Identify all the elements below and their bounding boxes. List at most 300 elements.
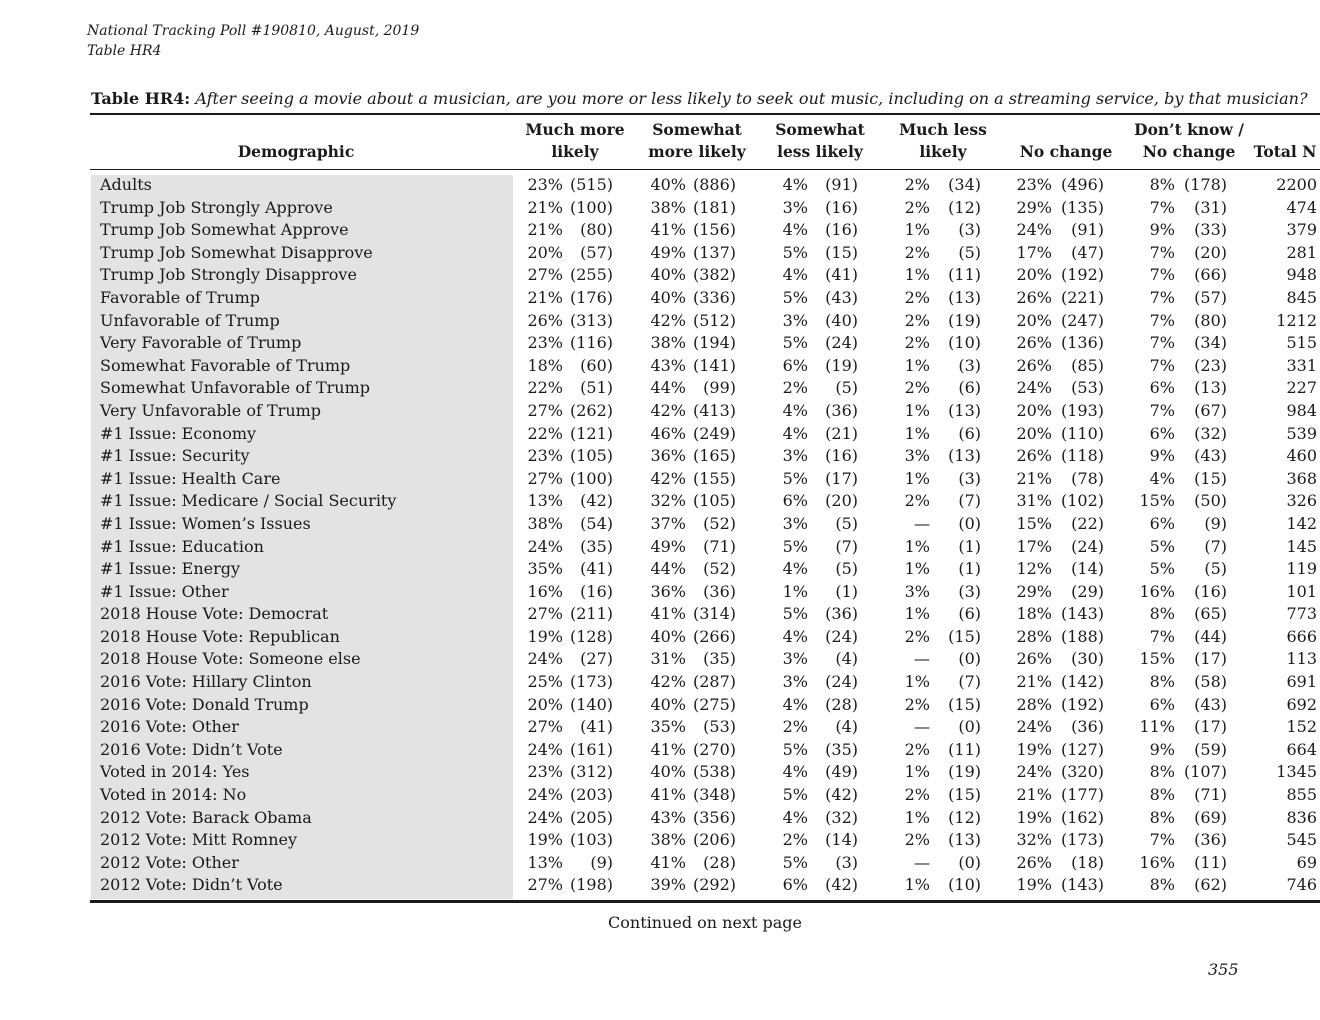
cell-total-n: 515 <box>1286 333 1317 353</box>
cell-percent: 1% <box>782 581 808 601</box>
table-row <box>90 332 1320 355</box>
cell-percent: 24% <box>1016 378 1052 398</box>
cell-percent: 31% <box>650 649 686 669</box>
cell-percent: 23% <box>1016 175 1052 194</box>
cell-percent: 18% <box>1016 604 1052 624</box>
row-label: Adults <box>100 175 152 194</box>
cell-count: (13) <box>948 400 981 420</box>
cell-count: (11) <box>1194 852 1227 872</box>
row-label: 2018 House Vote: Democrat <box>100 604 329 624</box>
cell-percent: 49% <box>650 536 686 556</box>
table-row <box>90 558 1320 581</box>
cell-percent: 1% <box>904 468 930 488</box>
cell-percent: 32% <box>1016 830 1052 850</box>
cell-percent: 24% <box>527 739 563 759</box>
table-row <box>90 174 1320 197</box>
cell-percent: 15% <box>1016 513 1052 533</box>
cell-percent: 20% <box>1016 310 1052 330</box>
row-label: Very Unfavorable of Trump <box>100 400 322 420</box>
cell-count: (16) <box>1194 581 1227 601</box>
cell-count: (78) <box>1071 468 1104 488</box>
cell-percent: 26% <box>1016 333 1052 353</box>
cell-total-n: 368 <box>1286 468 1317 488</box>
cell-count: (16) <box>825 197 858 217</box>
table-row <box>90 829 1320 852</box>
cell-percent: 6% <box>782 491 808 511</box>
cell-percent: 4% <box>782 694 808 714</box>
cell-count: (35) <box>580 536 613 556</box>
cell-count: (116) <box>569 333 613 353</box>
cell-percent: 3% <box>782 672 808 692</box>
cell-count: (42) <box>580 491 613 511</box>
table-body <box>90 174 1320 897</box>
cell-count: (336) <box>692 287 736 307</box>
cell-count: (9) <box>1204 513 1227 533</box>
cell-percent: 29% <box>1016 581 1052 601</box>
cell-count: (176) <box>569 287 613 307</box>
cell-count: (193) <box>1060 400 1104 420</box>
cell-count: (35) <box>703 649 736 669</box>
cell-percent: 20% <box>1016 400 1052 420</box>
cell-percent: 2% <box>904 242 930 262</box>
cell-count: (17) <box>825 468 858 488</box>
cell-total-n: 152 <box>1286 717 1317 737</box>
cell-count: (292) <box>692 875 736 895</box>
cell-count: (0) <box>958 717 981 737</box>
cell-percent: 24% <box>1016 717 1052 737</box>
cell-percent: 7% <box>1149 310 1175 330</box>
cell-count: (118) <box>1060 446 1104 466</box>
cell-percent: 2% <box>904 491 930 511</box>
cell-count: (221) <box>1060 287 1104 307</box>
cell-count: (137) <box>692 242 736 262</box>
cell-percent: 26% <box>527 310 563 330</box>
cell-percent: 27% <box>527 604 563 624</box>
cell-count: (496) <box>1060 175 1104 194</box>
cell-percent: 2% <box>904 739 930 759</box>
cell-percent: 5% <box>782 536 808 556</box>
cell-percent: 2% <box>904 287 930 307</box>
cell-count: (30) <box>1071 649 1104 669</box>
cell-percent: 19% <box>1016 875 1052 895</box>
cell-count: (100) <box>569 197 613 217</box>
col-header-no-change: No change <box>1019 142 1113 161</box>
cell-percent: 7% <box>1149 355 1175 375</box>
cell-count: (13) <box>948 830 981 850</box>
cell-percent: 2% <box>904 310 930 330</box>
cell-percent: 6% <box>1149 423 1175 443</box>
table-row <box>90 716 1320 739</box>
cell-count: (177) <box>1060 785 1104 805</box>
table-row <box>90 784 1320 807</box>
cell-count: (194) <box>692 333 736 353</box>
cell-percent: 6% <box>1149 513 1175 533</box>
cell-percent: 26% <box>1016 446 1052 466</box>
cell-percent: 1% <box>904 400 930 420</box>
cell-count: (192) <box>1060 694 1104 714</box>
row-label: Trump Job Somewhat Disapprove <box>100 242 373 262</box>
table-row <box>90 423 1320 446</box>
cell-percent: — <box>914 717 930 737</box>
cell-count: (44) <box>1194 626 1227 646</box>
row-label: Voted in 2014: No <box>100 785 247 805</box>
cell-percent: 4% <box>782 762 808 782</box>
cell-count: (51) <box>580 378 613 398</box>
cell-total-n: 2200 <box>1276 175 1317 194</box>
cell-percent: 1% <box>904 536 930 556</box>
cell-count: (10) <box>948 875 981 895</box>
cell-percent: 1% <box>904 807 930 827</box>
cell-percent: 36% <box>650 446 686 466</box>
cell-percent: 2% <box>782 830 808 850</box>
cell-count: (13) <box>948 446 981 466</box>
cell-count: (32) <box>1194 423 1227 443</box>
cell-percent: 1% <box>904 559 930 579</box>
cell-percent: 8% <box>1149 604 1175 624</box>
cell-percent: 21% <box>527 197 563 217</box>
col-header-somewhat-more-likely <box>637 119 757 163</box>
cell-count: (247) <box>1060 310 1104 330</box>
cell-percent: 27% <box>527 875 563 895</box>
cell-percent: 8% <box>1149 785 1175 805</box>
cell-count: (203) <box>569 785 613 805</box>
cell-percent: 7% <box>1149 400 1175 420</box>
cell-percent: 3% <box>904 446 930 466</box>
cell-count: (24) <box>825 626 858 646</box>
cell-count: (71) <box>1194 785 1227 805</box>
cell-percent: 6% <box>782 875 808 895</box>
cell-percent: 18% <box>527 355 563 375</box>
cell-count: (313) <box>569 310 613 330</box>
cell-count: (42) <box>825 785 858 805</box>
cell-count: (3) <box>958 355 981 375</box>
table-row <box>90 694 1320 717</box>
cell-count: (181) <box>692 197 736 217</box>
cell-percent: 8% <box>1149 672 1175 692</box>
cell-total-n: 101 <box>1286 581 1317 601</box>
cell-count: (22) <box>1071 513 1104 533</box>
cell-count: (7) <box>1204 536 1227 556</box>
cell-percent: 40% <box>650 694 686 714</box>
cell-count: (0) <box>958 852 981 872</box>
cell-count: (16) <box>825 220 858 240</box>
cell-count: (886) <box>692 175 736 194</box>
cell-percent: 40% <box>650 287 686 307</box>
cell-total-n: 746 <box>1286 875 1317 895</box>
table-row <box>90 219 1320 242</box>
cell-count: (140) <box>569 694 613 714</box>
cell-count: (255) <box>569 265 613 285</box>
cell-percent: 7% <box>1149 265 1175 285</box>
cell-percent: 40% <box>650 626 686 646</box>
cell-count: (15) <box>948 626 981 646</box>
cell-percent: 4% <box>782 807 808 827</box>
table-row <box>90 264 1320 287</box>
cell-count: (5) <box>835 559 858 579</box>
cell-percent: 4% <box>782 175 808 194</box>
cell-percent: 1% <box>904 265 930 285</box>
page-number: 355 <box>1208 960 1239 979</box>
cell-count: (49) <box>825 762 858 782</box>
cell-count: (17) <box>1194 649 1227 669</box>
cell-percent: 3% <box>782 513 808 533</box>
cell-percent: 36% <box>650 581 686 601</box>
cell-count: (162) <box>1060 807 1104 827</box>
header-rule <box>90 169 1320 170</box>
cell-percent: 26% <box>1016 649 1052 669</box>
cell-percent: 49% <box>650 242 686 262</box>
cell-percent: 1% <box>904 604 930 624</box>
cell-percent: 9% <box>1149 739 1175 759</box>
cell-total-n: 1212 <box>1276 310 1317 330</box>
cell-total-n: 69 <box>1296 852 1317 872</box>
table-top-rule <box>90 113 1320 115</box>
cell-percent: 16% <box>1139 581 1175 601</box>
cell-percent: 15% <box>1139 649 1175 669</box>
cell-count: (12) <box>948 807 981 827</box>
cell-percent: 43% <box>650 355 686 375</box>
table-title-label: Table HR4: <box>91 89 191 108</box>
cell-percent: 23% <box>527 333 563 353</box>
cell-count: (121) <box>569 423 613 443</box>
cell-percent: 35% <box>650 717 686 737</box>
cell-count: (5) <box>958 242 981 262</box>
cell-count: (11) <box>948 265 981 285</box>
cell-percent: 23% <box>527 762 563 782</box>
col-header-somewhat-less-likely <box>760 119 880 163</box>
cell-count: (314) <box>692 604 736 624</box>
cell-count: (4) <box>835 717 858 737</box>
cell-count: (102) <box>1060 491 1104 511</box>
cell-percent: 2% <box>904 785 930 805</box>
cell-percent: 4% <box>1149 468 1175 488</box>
cell-percent: 13% <box>527 852 563 872</box>
cell-percent: 7% <box>1149 242 1175 262</box>
cell-percent: 38% <box>527 513 563 533</box>
cell-count: (12) <box>948 197 981 217</box>
table-row <box>90 874 1320 897</box>
row-label: Favorable of Trump <box>100 287 261 307</box>
cell-percent: 19% <box>1016 807 1052 827</box>
cell-total-n: 691 <box>1286 672 1317 692</box>
cell-count: (5) <box>835 513 858 533</box>
cell-count: (52) <box>703 559 736 579</box>
cell-percent: 46% <box>650 423 686 443</box>
cell-percent: 1% <box>904 220 930 240</box>
cell-percent: 5% <box>782 604 808 624</box>
cell-percent: 5% <box>1149 536 1175 556</box>
cell-total-n: 664 <box>1286 739 1317 759</box>
cell-count: (36) <box>825 604 858 624</box>
cell-count: (356) <box>692 807 736 827</box>
cell-count: (59) <box>1194 739 1227 759</box>
cell-count: (16) <box>825 446 858 466</box>
cell-count: (348) <box>692 785 736 805</box>
row-label: #1 Issue: Energy <box>100 559 241 579</box>
cell-percent: 2% <box>904 830 930 850</box>
cell-count: (1) <box>835 581 858 601</box>
table-row <box>90 852 1320 875</box>
cell-count: (270) <box>692 739 736 759</box>
col-header-line: Much more <box>525 120 625 139</box>
col-header-line: Somewhat <box>652 120 742 139</box>
cell-total-n: 845 <box>1286 287 1317 307</box>
cell-count: (17) <box>1194 717 1227 737</box>
cell-total-n: 948 <box>1286 265 1317 285</box>
cell-percent: 21% <box>527 220 563 240</box>
cell-count: (19) <box>948 762 981 782</box>
cell-percent: 19% <box>1016 739 1052 759</box>
cell-count: (192) <box>1060 265 1104 285</box>
cell-count: (9) <box>590 852 613 872</box>
row-label: 2016 Vote: Other <box>100 717 239 737</box>
cell-total-n: 281 <box>1286 242 1317 262</box>
cell-total-n: 460 <box>1286 446 1317 466</box>
cell-count: (103) <box>569 830 613 850</box>
cell-percent: 1% <box>904 672 930 692</box>
cell-count: (41) <box>580 559 613 579</box>
cell-percent: 2% <box>904 197 930 217</box>
table-title <box>91 88 1308 110</box>
cell-count: (0) <box>958 649 981 669</box>
cell-count: (31) <box>1194 197 1227 217</box>
table-row <box>90 671 1320 694</box>
col-header-much-more-likely <box>515 119 635 163</box>
table-row <box>90 536 1320 559</box>
cell-count: (16) <box>580 581 613 601</box>
cell-count: (23) <box>1194 355 1227 375</box>
col-header-line: No change <box>1142 142 1236 161</box>
cell-count: (11) <box>948 739 981 759</box>
cell-percent: 3% <box>782 649 808 669</box>
cell-percent: 4% <box>782 400 808 420</box>
cell-count: (515) <box>569 175 613 194</box>
cell-percent: 7% <box>1149 830 1175 850</box>
cell-count: (58) <box>1194 672 1227 692</box>
cell-count: (41) <box>580 717 613 737</box>
cell-count: (28) <box>703 852 736 872</box>
table-row <box>90 468 1320 491</box>
row-label: Trump Job Strongly Disapprove <box>100 265 357 285</box>
cell-percent: 8% <box>1149 875 1175 895</box>
cell-percent: 25% <box>527 672 563 692</box>
row-label: #1 Issue: Health Care <box>100 468 281 488</box>
cell-count: (91) <box>1071 220 1104 240</box>
cell-percent: 21% <box>1016 468 1052 488</box>
cell-percent: 5% <box>782 852 808 872</box>
cell-count: (28) <box>825 694 858 714</box>
cell-total-n: 326 <box>1286 491 1317 511</box>
cell-percent: 20% <box>527 694 563 714</box>
cell-percent: — <box>914 649 930 669</box>
table-id-header: Table HR4 <box>87 43 162 59</box>
cell-percent: 21% <box>1016 672 1052 692</box>
row-label: 2016 Vote: Hillary Clinton <box>100 672 312 692</box>
row-label: Voted in 2014: Yes <box>100 762 250 782</box>
cell-count: (6) <box>958 423 981 443</box>
cell-count: (155) <box>692 468 736 488</box>
cell-count: (320) <box>1060 762 1104 782</box>
cell-count: (91) <box>825 175 858 194</box>
cell-count: (6) <box>958 604 981 624</box>
cell-count: (14) <box>1071 559 1104 579</box>
cell-count: (67) <box>1194 400 1227 420</box>
cell-count: (156) <box>692 220 736 240</box>
cell-total-n: 1345 <box>1276 762 1317 782</box>
cell-count: (3) <box>958 220 981 240</box>
cell-percent: 8% <box>1149 807 1175 827</box>
table-row <box>90 626 1320 649</box>
cell-percent: 24% <box>527 807 563 827</box>
continued-note: Continued on next page <box>608 913 802 932</box>
cell-percent: 3% <box>782 197 808 217</box>
cell-percent: 26% <box>1016 852 1052 872</box>
table-row <box>90 761 1320 784</box>
cell-count: (3) <box>958 468 981 488</box>
col-header-line: Don’t know / <box>1134 120 1244 139</box>
cell-percent: 5% <box>1149 559 1175 579</box>
cell-count: (110) <box>1060 423 1104 443</box>
cell-total-n: 836 <box>1286 807 1317 827</box>
col-header-line: less likely <box>777 142 863 161</box>
cell-total-n: 545 <box>1286 830 1317 850</box>
cell-count: (13) <box>1194 378 1227 398</box>
cell-percent: — <box>914 852 930 872</box>
col-header-line: likely <box>919 142 967 161</box>
cell-total-n: 984 <box>1286 400 1317 420</box>
row-label: Trump Job Somewhat Approve <box>100 220 349 240</box>
cell-percent: 22% <box>527 423 563 443</box>
cell-count: (161) <box>569 739 613 759</box>
cell-count: (60) <box>580 355 613 375</box>
table-row <box>90 377 1320 400</box>
cell-percent: 20% <box>1016 423 1052 443</box>
cell-count: (128) <box>569 626 613 646</box>
cell-count: (1) <box>958 536 981 556</box>
col-header-much-less-likely <box>883 119 1003 163</box>
cell-count: (205) <box>569 807 613 827</box>
cell-percent: 35% <box>527 559 563 579</box>
table-row <box>90 648 1320 671</box>
cell-percent: 6% <box>782 355 808 375</box>
row-label: Trump Job Strongly Approve <box>100 197 333 217</box>
cell-count: (42) <box>825 875 858 895</box>
cell-percent: 24% <box>1016 220 1052 240</box>
cell-count: (15) <box>1194 468 1227 488</box>
cell-percent: 5% <box>782 287 808 307</box>
table-row <box>90 355 1320 378</box>
cell-percent: 16% <box>527 581 563 601</box>
col-header-line: Somewhat <box>775 120 865 139</box>
cell-percent: 16% <box>1139 852 1175 872</box>
cell-count: (206) <box>692 830 736 850</box>
row-label: 2016 Vote: Donald Trump <box>100 694 309 714</box>
cell-count: (65) <box>1194 604 1227 624</box>
cell-total-n: 666 <box>1286 626 1317 646</box>
cell-count: (136) <box>1060 333 1104 353</box>
cell-count: (13) <box>948 287 981 307</box>
row-label: #1 Issue: Women’s Issues <box>100 513 311 533</box>
cell-percent: 27% <box>527 265 563 285</box>
cell-percent: 8% <box>1149 762 1175 782</box>
table-row <box>90 197 1320 220</box>
cell-percent: 27% <box>527 468 563 488</box>
cell-count: (107) <box>1183 762 1227 782</box>
cell-percent: 21% <box>527 287 563 307</box>
cell-percent: 41% <box>650 220 686 240</box>
cell-percent: 21% <box>1016 785 1052 805</box>
cell-percent: 23% <box>527 175 563 194</box>
